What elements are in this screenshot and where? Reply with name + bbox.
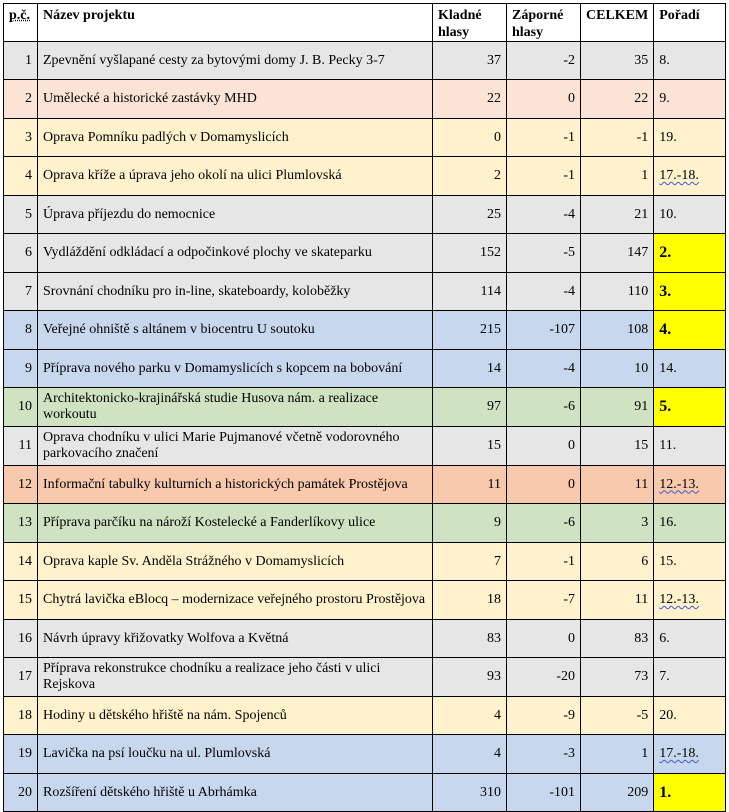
project-name-cell: Veřejné ohniště s altánem v biocentru U soutoku — [38, 311, 433, 350]
total-votes-cell: 6 — [581, 543, 654, 581]
table-row — [4, 388, 726, 427]
table-row — [4, 543, 726, 581]
positive-votes-cell: 97 — [433, 388, 507, 427]
positive-votes-cell: 18 — [433, 581, 507, 620]
project-name-cell: Lavička na psí loučku na ul. Plumlovská — [38, 735, 433, 774]
table-row — [4, 735, 726, 774]
table-row — [4, 80, 726, 119]
total-votes-cell: 110 — [581, 273, 654, 311]
positive-votes-cell: 37 — [433, 42, 507, 80]
negative-votes-cell: -4 — [507, 273, 581, 311]
rank-cell: 9. — [654, 80, 726, 119]
positive-votes-cell: 25 — [433, 196, 507, 234]
positive-votes-cell: 2 — [433, 157, 507, 196]
total-votes-cell: 11 — [581, 581, 654, 620]
header-negative-votes: Záporné hlasy — [507, 4, 581, 42]
table-row — [4, 119, 726, 157]
table-row — [4, 157, 726, 196]
project-name-cell: Oprava kaple Sv. Anděla Strážného v Domamyslicích — [38, 543, 433, 581]
project-name-cell: Zpevnění vyšlapané cesty za bytovými domy J. B. Pecky 3-7 — [38, 42, 433, 80]
total-votes-cell: -1 — [581, 119, 654, 157]
row-number-cell: 20 — [4, 774, 38, 812]
rank-cell: 5. — [654, 388, 726, 427]
table-row — [4, 273, 726, 311]
negative-votes-cell: -6 — [507, 504, 581, 543]
negative-votes-cell: -9 — [507, 697, 581, 735]
total-votes-cell: 10 — [581, 350, 654, 388]
project-name-cell: Oprava kříže a úprava jeho okolí na ulici Plumlovská — [38, 157, 433, 196]
negative-votes-cell: -6 — [507, 388, 581, 427]
positive-votes-cell: 11 — [433, 466, 507, 504]
total-votes-cell: 22 — [581, 80, 654, 119]
negative-votes-cell: 0 — [507, 80, 581, 119]
total-votes-cell: -5 — [581, 697, 654, 735]
positive-votes-cell: 83 — [433, 620, 507, 658]
project-name-cell: Příprava parčíku na nároží Kostelecké a Fanderlíkovy ulice — [38, 504, 433, 543]
rank-cell: 4. — [654, 311, 726, 350]
project-name-cell: Rozšíření dětského hřiště u Abrhámka — [38, 774, 433, 812]
results-table — [3, 3, 726, 812]
table-row — [4, 42, 726, 80]
total-votes-cell: 1 — [581, 157, 654, 196]
rank-cell: 11. — [654, 427, 726, 466]
header-pc: p.č. — [4, 4, 38, 42]
rank-cell: 1. — [654, 774, 726, 812]
negative-votes-cell: -2 — [507, 42, 581, 80]
rank-cell: 8. — [654, 42, 726, 80]
negative-votes-cell: -7 — [507, 581, 581, 620]
negative-votes-cell: 0 — [507, 427, 581, 466]
negative-votes-cell: -20 — [507, 658, 581, 697]
rank-cell: 12.-13. — [654, 466, 726, 504]
positive-votes-cell: 14 — [433, 350, 507, 388]
positive-votes-cell: 22 — [433, 80, 507, 119]
row-number-cell: 8 — [4, 311, 38, 350]
table-row — [4, 234, 726, 273]
table-row — [4, 504, 726, 543]
positive-votes-cell: 9 — [433, 504, 507, 543]
negative-votes-cell: 0 — [507, 466, 581, 504]
table-header-row — [4, 4, 726, 42]
project-name-cell: Srovnání chodníku pro in-line, skateboardy, koloběžky — [38, 273, 433, 311]
header-total: CELKEM — [581, 4, 654, 42]
positive-votes-cell: 152 — [433, 234, 507, 273]
rank-cell: 15. — [654, 543, 726, 581]
positive-votes-cell: 215 — [433, 311, 507, 350]
project-name-cell: Vydláždění odkládací a odpočinkové plochy ve skateparku — [38, 234, 433, 273]
header-project-name: Název projektu — [38, 4, 433, 42]
header-rank: Pořadí — [654, 4, 726, 42]
rank-cell: 17.-18. — [654, 157, 726, 196]
total-votes-cell: 108 — [581, 311, 654, 350]
row-number-cell: 6 — [4, 234, 38, 273]
negative-votes-cell: -3 — [507, 735, 581, 774]
negative-votes-cell: -4 — [507, 350, 581, 388]
project-name-cell: Oprava Pomníku padlých v Domamyslicích — [38, 119, 433, 157]
rank-cell: 12.-13. — [654, 581, 726, 620]
positive-votes-cell: 15 — [433, 427, 507, 466]
positive-votes-cell: 114 — [433, 273, 507, 311]
rank-cell: 17.-18. — [654, 735, 726, 774]
table-row — [4, 427, 726, 466]
total-votes-cell: 21 — [581, 196, 654, 234]
project-name-cell: Příprava rekonstrukce chodníku a realizace jeho části v ulici Rejskova — [38, 658, 433, 697]
rank-cell: 3. — [654, 273, 726, 311]
row-number-cell: 18 — [4, 697, 38, 735]
total-votes-cell: 73 — [581, 658, 654, 697]
positive-votes-cell: 93 — [433, 658, 507, 697]
row-number-cell: 12 — [4, 466, 38, 504]
positive-votes-cell: 4 — [433, 697, 507, 735]
results-table-wrapper — [3, 3, 726, 812]
negative-votes-cell: -107 — [507, 311, 581, 350]
row-number-cell: 13 — [4, 504, 38, 543]
table-row — [4, 620, 726, 658]
total-votes-cell: 147 — [581, 234, 654, 273]
row-number-cell: 2 — [4, 80, 38, 119]
row-number-cell: 10 — [4, 388, 38, 427]
negative-votes-cell: -5 — [507, 234, 581, 273]
positive-votes-cell: 310 — [433, 774, 507, 812]
negative-votes-cell: -1 — [507, 543, 581, 581]
table-row — [4, 196, 726, 234]
rank-cell: 20. — [654, 697, 726, 735]
row-number-cell: 14 — [4, 543, 38, 581]
total-votes-cell: 83 — [581, 620, 654, 658]
row-number-cell: 7 — [4, 273, 38, 311]
row-number-cell: 9 — [4, 350, 38, 388]
project-name-cell: Oprava chodníku v ulici Marie Pujmanové včetně vodorovného parkovacího značení — [38, 427, 433, 466]
table-row — [4, 581, 726, 620]
project-name-cell: Návrh úpravy křižovatky Wolfova a Květná — [38, 620, 433, 658]
row-number-cell: 3 — [4, 119, 38, 157]
table-row — [4, 774, 726, 812]
project-name-cell: Chytrá lavička eBlocq – modernizace veřejného prostoru Prostějova — [38, 581, 433, 620]
total-votes-cell: 209 — [581, 774, 654, 812]
project-name-cell: Architektonicko-krajinářská studie Husova nám. a realizace workoutu — [38, 388, 433, 427]
positive-votes-cell: 0 — [433, 119, 507, 157]
header-positive-votes: Kladné hlasy — [433, 4, 507, 42]
row-number-cell: 11 — [4, 427, 38, 466]
rank-cell: 14. — [654, 350, 726, 388]
row-number-cell: 19 — [4, 735, 38, 774]
rank-cell: 19. — [654, 119, 726, 157]
project-name-cell: Hodiny u dětského hřiště na nám. Spojenců — [38, 697, 433, 735]
total-votes-cell: 3 — [581, 504, 654, 543]
total-votes-cell: 35 — [581, 42, 654, 80]
rank-cell: 10. — [654, 196, 726, 234]
positive-votes-cell: 7 — [433, 543, 507, 581]
row-number-cell: 1 — [4, 42, 38, 80]
negative-votes-cell: -1 — [507, 157, 581, 196]
negative-votes-cell: -1 — [507, 119, 581, 157]
table-body — [4, 42, 726, 812]
rank-cell: 6. — [654, 620, 726, 658]
project-name-cell: Umělecké a historické zastávky MHD — [38, 80, 433, 119]
table-row — [4, 658, 726, 697]
row-number-cell: 16 — [4, 620, 38, 658]
table-row — [4, 697, 726, 735]
total-votes-cell: 91 — [581, 388, 654, 427]
negative-votes-cell: -4 — [507, 196, 581, 234]
positive-votes-cell: 4 — [433, 735, 507, 774]
rank-cell: 16. — [654, 504, 726, 543]
total-votes-cell: 1 — [581, 735, 654, 774]
rank-cell: 2. — [654, 234, 726, 273]
table-row — [4, 311, 726, 350]
row-number-cell: 15 — [4, 581, 38, 620]
table-row — [4, 466, 726, 504]
rank-cell: 7. — [654, 658, 726, 697]
row-number-cell: 5 — [4, 196, 38, 234]
project-name-cell: Informační tabulky kulturních a historických památek Prostějova — [38, 466, 433, 504]
negative-votes-cell: -101 — [507, 774, 581, 812]
table-row — [4, 350, 726, 388]
project-name-cell: Úprava příjezdu do nemocnice — [38, 196, 433, 234]
negative-votes-cell: 0 — [507, 620, 581, 658]
row-number-cell: 17 — [4, 658, 38, 697]
total-votes-cell: 11 — [581, 466, 654, 504]
project-name-cell: Příprava nového parku v Domamyslicích s kopcem na bobování — [38, 350, 433, 388]
row-number-cell: 4 — [4, 157, 38, 196]
total-votes-cell: 15 — [581, 427, 654, 466]
